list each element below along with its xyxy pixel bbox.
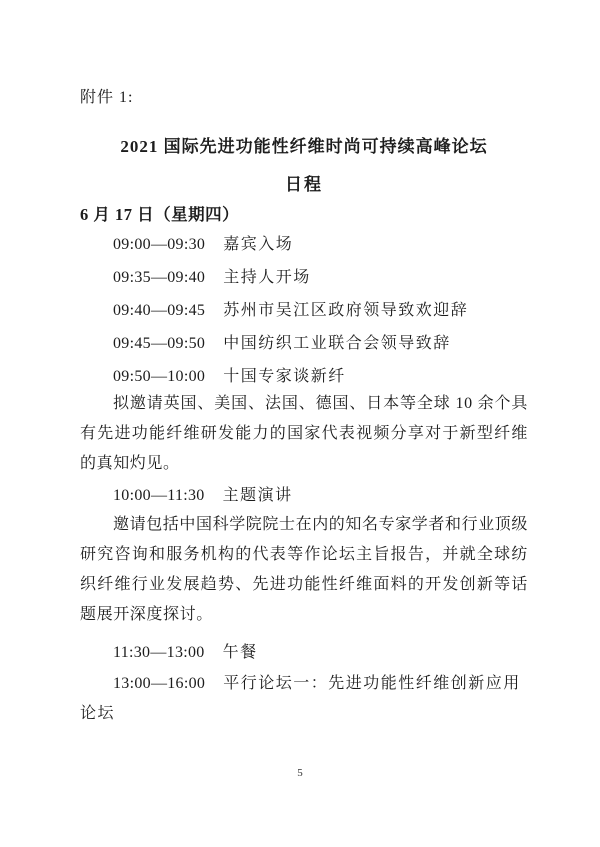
schedule-item: 苏州市吴江区政府领导致欢迎辞 [223, 302, 469, 319]
document-content [80, 0, 528, 729]
schedule-item: 中国纺织工业联合会领导致辞 [223, 335, 451, 352]
schedule-block-morning [80, 228, 528, 393]
schedule-time: 09:00—09:30 [113, 236, 206, 253]
schedule-time: 09:35—09:40 [113, 269, 206, 286]
schedule-row [80, 294, 528, 327]
document-subtitle: 日程 [285, 175, 323, 194]
page-footer [0, 766, 600, 780]
schedule-row [80, 636, 528, 669]
schedule-row [80, 479, 528, 512]
schedule-item: 平行论坛一：先进功能性纤维创新应用论坛 [80, 675, 521, 722]
schedule-item: 十国专家谈新纤 [223, 368, 346, 385]
schedule-item: 嘉宾入场 [223, 236, 294, 253]
attachment-label: 附件 1: [80, 89, 134, 106]
schedule-row [80, 228, 528, 261]
document-title: 2021 国际先进功能性纤维时尚可持续高峰论坛 [120, 137, 488, 156]
schedule-time: 09:50—10:00 [113, 368, 206, 385]
schedule-item: 午餐 [222, 644, 258, 661]
paragraph-country-experts: 拟邀请英国、美国、法国、德国、日本等全球 10 余个具有先进功能纤维研发能力的国家代表视频分享对于新型纤维的真知灼见。 [80, 395, 528, 472]
schedule-item: 主题演讲 [222, 487, 293, 504]
schedule-time: 10:00—11:30 [113, 487, 205, 504]
schedule-time: 09:45—09:50 [113, 335, 206, 352]
page-number: 5 [297, 767, 303, 779]
schedule-time: 09:40—09:45 [113, 302, 206, 319]
schedule-row [80, 669, 528, 729]
schedule-row [80, 261, 528, 294]
paragraph-keynote: 邀请包括中国科学院院士在内的知名专家学者和行业顶级研究咨询和服务机构的代表等作论坛主旨报告，并就全球纺织纤维行业发展趋势、先进功能性纤维面料的开发创新等话题展开深度探讨。 [80, 516, 529, 623]
schedule-row [80, 327, 528, 360]
date-heading: 6 月 17 日（星期四） [80, 205, 240, 224]
schedule-time: 13:00—16:00 [113, 675, 206, 692]
schedule-time: 11:30—13:00 [113, 644, 205, 661]
schedule-item: 主持人开场 [223, 269, 311, 286]
